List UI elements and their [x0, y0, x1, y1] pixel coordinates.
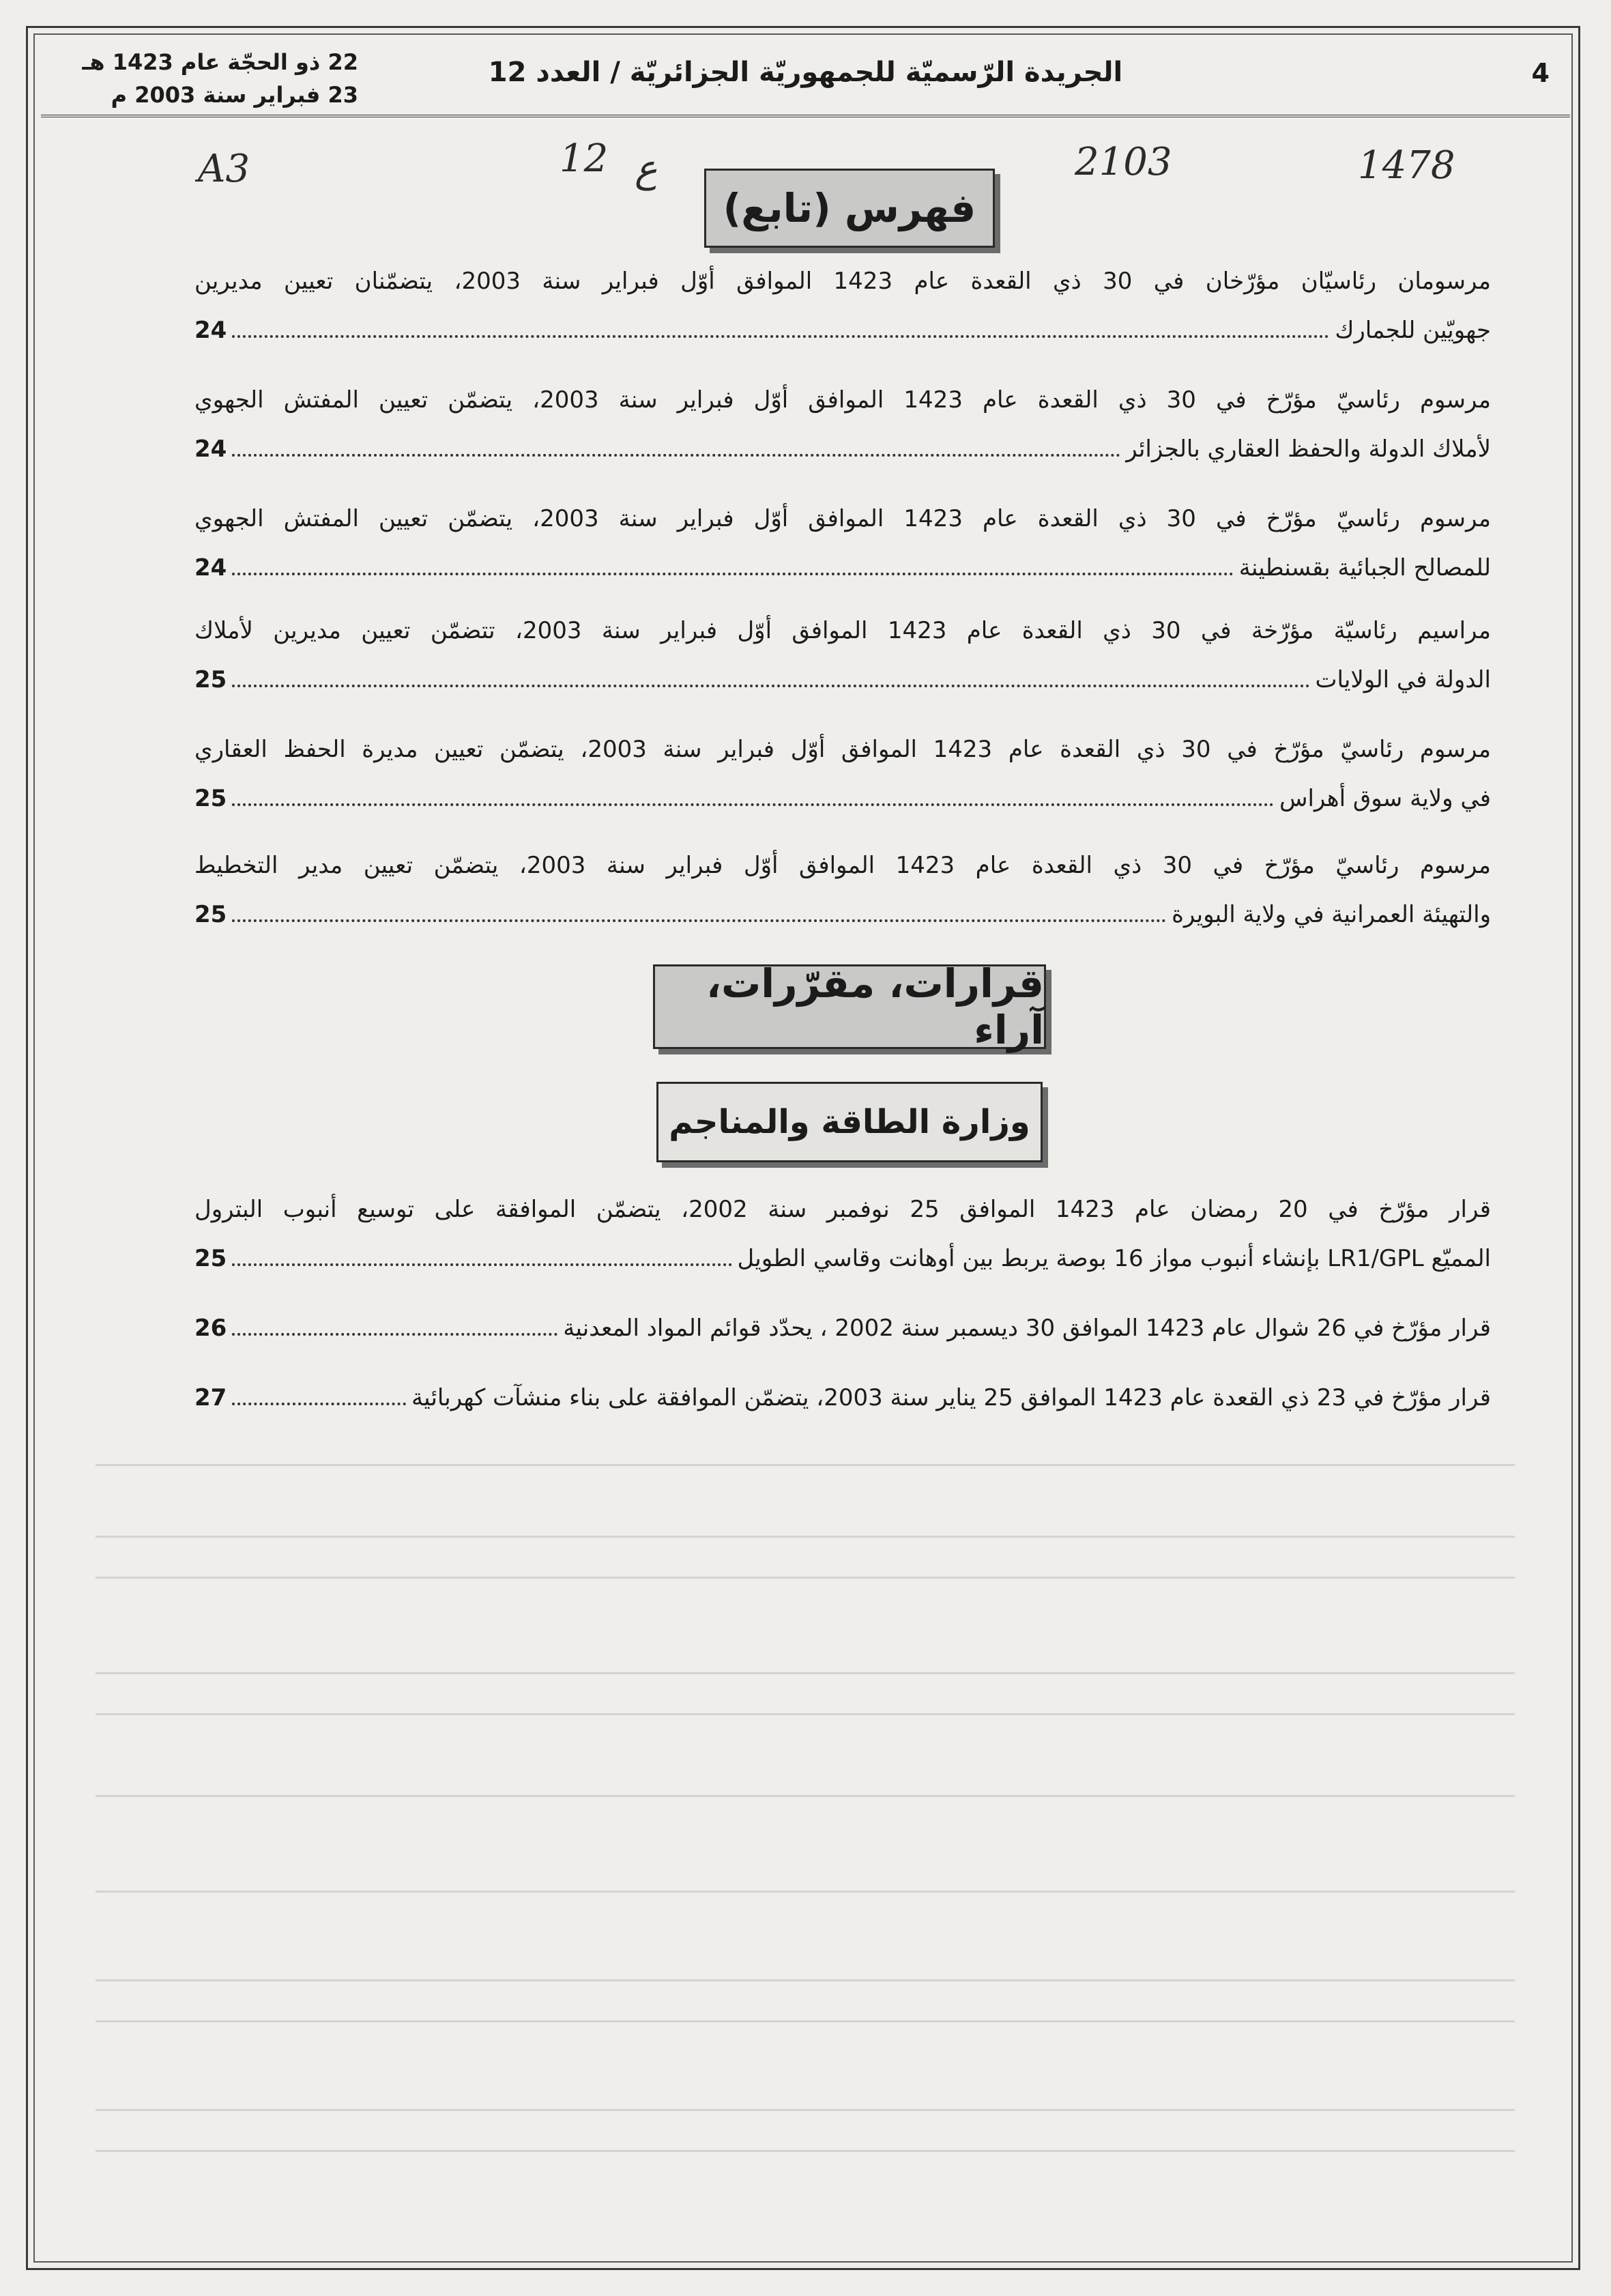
journal-title: الجريدة الرّسميّة للجمهوريّة الجزائريّة / العدد 12	[488, 57, 1123, 88]
toc-entry-title: قرار مؤرّخ في 20 رمضان عام 1423 الموافق 25 نوفمبر سنة 2002، يتضمّن الموافقة على توسيع أنبوب البترول	[194, 1196, 1491, 1223]
bleed-through-line	[96, 1672, 1515, 1674]
toc-entry-continuation: للمصالح الجبائية بقسنطينة	[1238, 554, 1491, 582]
toc-page-number: 25	[194, 1245, 227, 1272]
toc-page-number: 24	[194, 435, 227, 463]
bleed-through-line	[96, 1979, 1515, 1981]
page-header	[41, 38, 1570, 113]
section-index-title: فهرس (تابع)	[723, 185, 976, 231]
toc-entry-title: قرار مؤرّخ في 26 شوال عام 1423 الموافق 30 ديسمبر سنة 2002 ، يحدّد قوائم المواد المعدنية	[563, 1315, 1491, 1342]
toc-entry-continuation: المميّع LR1/GPL بإنشاء أنبوب مواز 16 بوصة يربط بين أوهانت وقاسي الطويل	[737, 1245, 1491, 1272]
leader-dots	[232, 573, 1233, 575]
toc-entry-continuation: جهويّين للجمارك	[1335, 317, 1491, 344]
section-ministry-heading	[656, 1082, 1043, 1162]
date-hijri: 22 ذو الحجّة عام 1423 هـ	[82, 49, 358, 75]
handwritten-mark: 1478	[1358, 143, 1455, 188]
toc-entry-title: قرار مؤرّخ في 23 ذي القعدة عام 1423 الموافق 25 يناير سنة 2003، يتضمّن الموافقة على بناء منشآت كهربائية	[411, 1384, 1491, 1411]
bleed-through-line	[96, 2150, 1515, 2152]
toc-entry-continuation: والتهيئة العمرانية في ولاية البويرة	[1172, 901, 1491, 928]
toc-entry[interactable]	[194, 725, 1491, 823]
leader-dots	[232, 1403, 406, 1405]
toc-entry-title: مراسيم رئاسيّة مؤرّخة في 30 ذي القعدة عام 1423 الموافق أوّل فبراير سنة 2003، تتضمّن تعيين مديرين لأملاك	[194, 617, 1492, 644]
toc-page-number: 25	[194, 666, 227, 693]
toc-page-number: 26	[194, 1315, 227, 1342]
issue-date	[65, 46, 358, 111]
bleed-through-line	[96, 1891, 1515, 1893]
leader-dots	[232, 803, 1274, 806]
bleed-through-line	[96, 1577, 1515, 1579]
toc-page-number: 24	[194, 554, 227, 582]
page-number: 4	[1531, 58, 1550, 88]
toc-entry-continuation: الدولة في الولايات	[1315, 666, 1491, 693]
toc-entry[interactable]	[194, 841, 1491, 939]
toc-page-number: 25	[194, 901, 227, 928]
toc-entry-continuation: لأملاك الدولة والحفظ العقاري بالجزائر	[1126, 435, 1491, 463]
toc-entry[interactable]	[194, 1185, 1491, 1283]
bleed-through-line	[96, 2109, 1515, 2111]
toc-page-number: 25	[194, 785, 227, 812]
toc-entry[interactable]	[194, 257, 1491, 355]
toc-entry[interactable]	[194, 1304, 1491, 1353]
toc-entry-title: مرسوم رئاسيّ مؤرّخ في 30 ذي القعدة عام 1423 الموافق أوّل فبراير سنة 2003، يتضمّن تعيين مديرة الحفظ العقاري	[194, 736, 1491, 763]
toc-page-number: 24	[194, 317, 227, 344]
leader-dots	[232, 685, 1309, 687]
toc-entry[interactable]	[194, 606, 1491, 704]
date-gregorian: 23 فبراير سنة 2003 م	[111, 82, 358, 108]
bleed-through-line	[96, 1713, 1515, 1715]
toc-entry-title: مرسوم رئاسيّ مؤرّخ في 30 ذي القعدة عام 1423 الموافق أوّل فبراير سنة 2003، يتضمّن تعيين مدير التخطيط	[194, 852, 1492, 879]
bleed-through-line	[96, 1795, 1515, 1797]
section-index-heading	[704, 169, 995, 248]
header-divider	[41, 115, 1570, 117]
leader-dots	[232, 454, 1120, 457]
toc-entry-title: مرسوم رئاسيّ مؤرّخ في 30 ذي القعدة عام 1423 الموافق أوّل فبراير سنة 2003، يتضمّن تعيين المفتش الجهوي	[194, 386, 1492, 414]
leader-dots	[232, 919, 1166, 922]
bleed-through-line	[96, 1464, 1515, 1466]
handwritten-mark: ع	[635, 147, 658, 191]
section-ministry-title: وزارة الطاقة والمناجم	[669, 1103, 1030, 1141]
toc-entry[interactable]	[194, 375, 1491, 474]
leader-dots	[232, 335, 1329, 338]
handwritten-mark: A3	[198, 147, 250, 191]
handwritten-mark: 12	[560, 137, 609, 181]
toc-entry[interactable]	[194, 494, 1491, 592]
leader-dots	[232, 1263, 731, 1266]
bleed-through-line	[96, 1536, 1515, 1538]
toc-entry-title: مرسوم رئاسيّ مؤرّخ في 30 ذي القعدة عام 1423 الموافق أوّل فبراير سنة 2003، يتضمّن تعيين المفتش الجهوي	[194, 505, 1492, 532]
leader-dots	[232, 1333, 557, 1336]
toc-entry-title: مرسومان رئاسيّان مؤرّخان في 30 ذي القعدة عام 1423 الموافق أوّل فبراير سنة 2003، يتضمّنان تعيين مديرين	[194, 268, 1491, 295]
section-decisions-heading	[653, 960, 1046, 1053]
toc-entry[interactable]	[194, 1373, 1491, 1422]
toc-page-number: 27	[194, 1384, 227, 1411]
toc-entry-continuation: في ولاية سوق أهراس	[1279, 785, 1491, 812]
bleed-through-line	[96, 2020, 1515, 2022]
handwritten-mark: 2103	[1075, 140, 1172, 184]
section-decisions-title: قرارات، مقرّرات، آراء	[706, 960, 1044, 1053]
